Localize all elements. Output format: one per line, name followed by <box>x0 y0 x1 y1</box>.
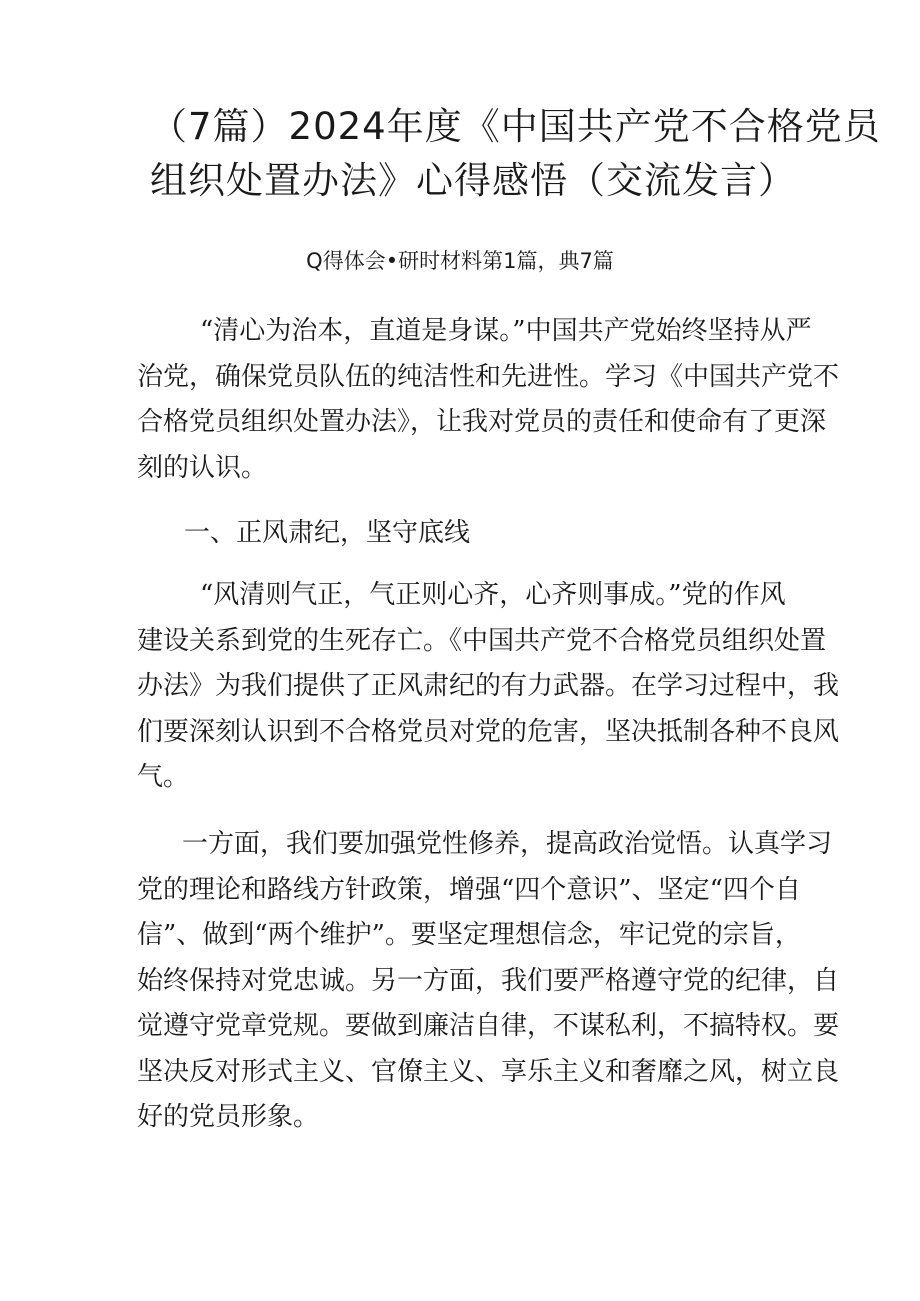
paragraph-line: 办法》为我们提供了正风肃纪的有力武器。在学习过程中，我 <box>137 671 840 701</box>
paragraph-intro <box>137 309 840 491</box>
section-heading-text: 一、正风肃纪，坚守底线 <box>184 518 471 548</box>
paragraph-line: 建设关系到党的生死存亡。《中国共产党不合格党员组织处置 <box>137 625 827 656</box>
paragraph-line: “清心为治本，直道是身谋。”中国共产党始终坚持从严 <box>200 316 812 346</box>
paragraph-section-2 <box>137 822 840 1141</box>
paragraph-section-1 <box>137 573 840 801</box>
paragraph-line: 觉遵守党章党规。要做到廉洁自律，不谋私利，不搞特权。要 <box>137 1011 840 1041</box>
paragraph-line: 好的党员形象。 <box>137 1102 320 1132</box>
paragraph-line: 信”、做到“两个维护”。要坚定理想信念，牢记党的宗旨， <box>137 920 801 950</box>
title-line-2: 组织处置办法》心得感悟（交流发言） <box>150 159 796 202</box>
paragraph-line: 始终保持对党忠诚。另一方面，我们要严格遵守党的纪律，自 <box>137 965 840 996</box>
paragraph-line: 们要深刻认识到不合格党员对党的危害，坚决抵制各种不良风 <box>137 716 840 747</box>
paragraph-line: 坚决反对形式主义、官僚主义、享乐主义和奢靡之风，树立良 <box>137 1056 840 1087</box>
paragraph-line: 合格党员组织处置办法》，让我对党员的责任和使命有了更深 <box>137 407 827 437</box>
document-subtitle: Q得体会•研时材料第1篇，典7篇 <box>306 249 614 273</box>
paragraph-line: 气。 <box>137 762 190 792</box>
paragraph-line: 一方面，我们要加强党性修养，提高政治觉悟。认真学习 <box>182 829 833 859</box>
paragraph-line: “风清则气正，气正则心齐，心齐则事成。”党的作风 <box>200 580 786 610</box>
paragraph-line: 治党，确保党员队伍的纯洁性和先进性。学习《中国共产党不 <box>137 361 840 392</box>
title-line-1: （7篇）2024年度《中国共产党不合格党员 <box>150 105 881 148</box>
paragraph-line: 刻的认识。 <box>137 452 268 483</box>
document-title <box>150 100 881 208</box>
paragraph-line: 党的理论和路线方针政策，增强“四个意识”、坚定“四个自 <box>137 874 801 905</box>
section-heading <box>137 511 797 557</box>
